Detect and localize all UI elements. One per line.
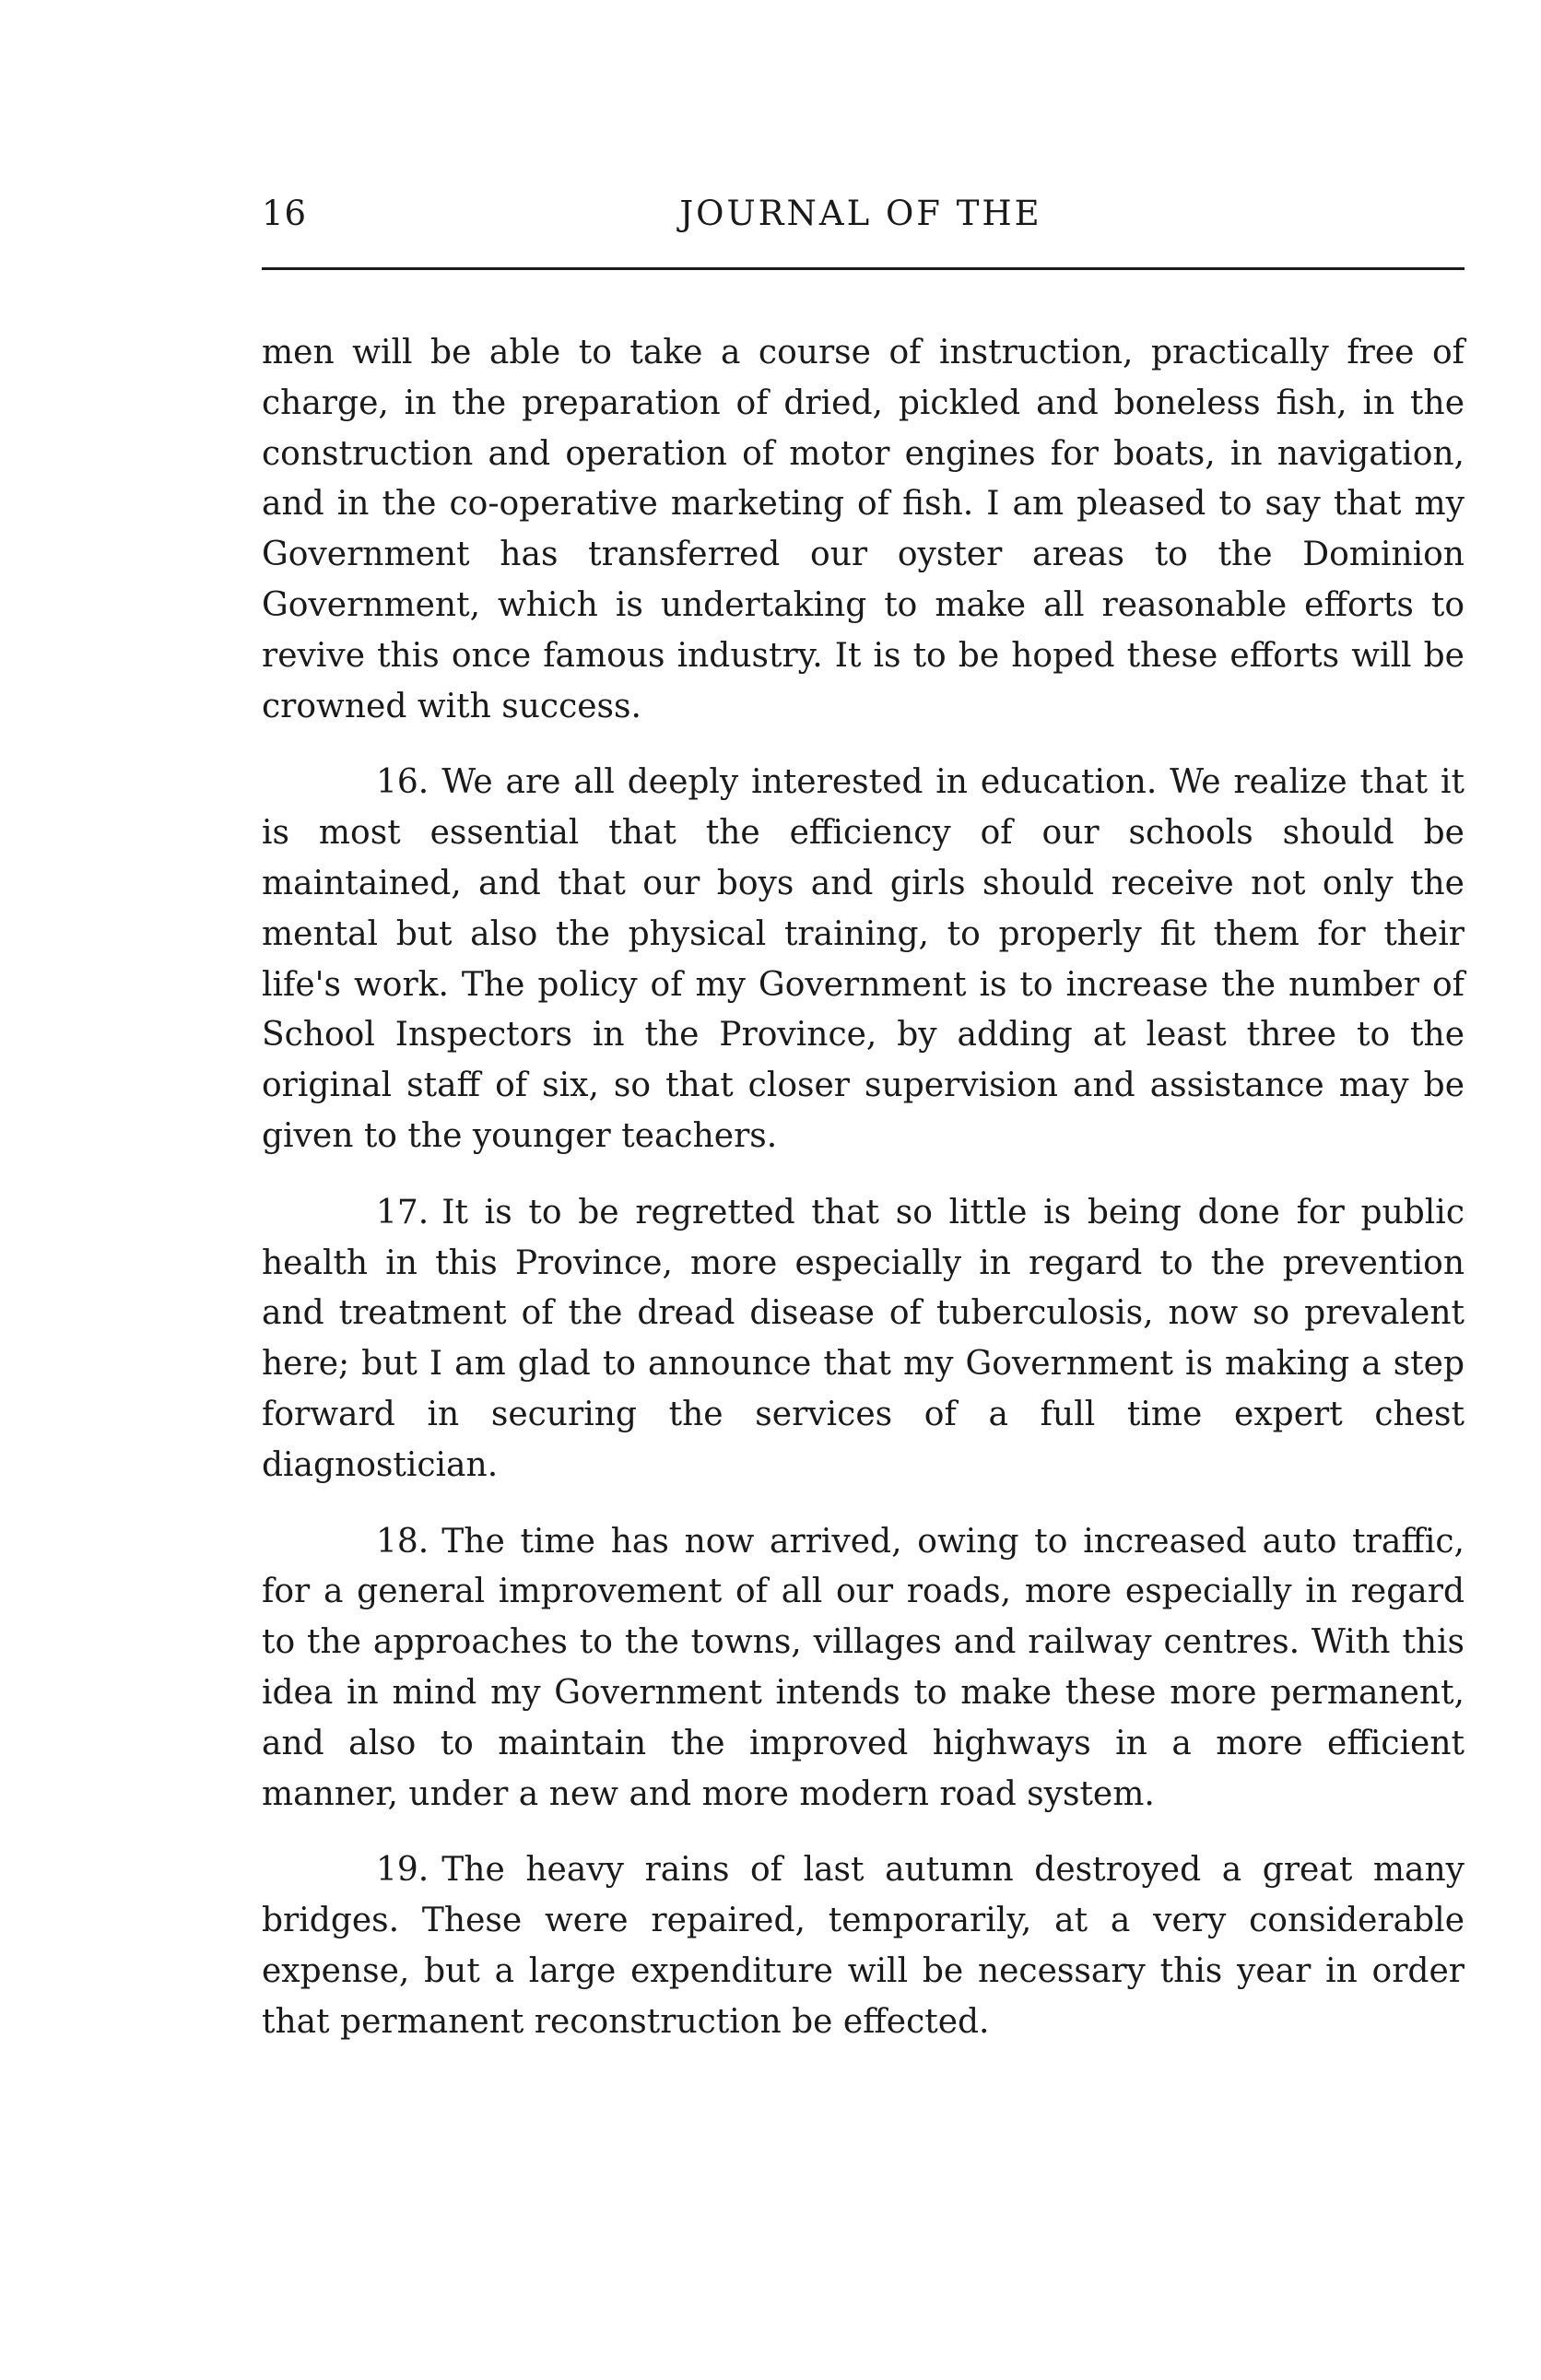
running-head <box>262 194 1460 249</box>
paragraph-16-education <box>262 758 1465 1161</box>
paragraph-text: It is to be regretted that so little is being done for public health in this Province, more especially in regard to the prevention and treatment of the dread disease of tuberculosis, now so prevalent here; but I am glad to announce that my Government is making a step forward in securing the services of a full time expert chest diagnostician. <box>262 1193 1465 1484</box>
running-title: JOURNAL OF THE <box>679 194 1042 233</box>
header-rule <box>262 267 1465 270</box>
paragraph-19-bridges <box>262 1845 1465 2047</box>
paragraph-text: men will be able to take a course of instruction, practically free of charge, in the preparation of dried, pickled and boneless fish, in the construction and operation of motor engines for boats, in navigation, and in the co-operative marketing of fish. I am pleased to say that my Government has transferred our oyster areas to the Dominion Government, which is undertaking to make all reasonable efforts to revive this once famous industry. It is to be hoped these efforts will be crowned with success. <box>262 334 1465 725</box>
paragraph-number: 16. <box>376 763 429 802</box>
paragraph-18-roads <box>262 1517 1465 1820</box>
paragraph-text: The heavy rains of last autumn destroyed a great many bridges. These were repaired, temporarily, at a very considerable expense, but a large expenditure will be necessary this year in order that permanent reconstruction be effected. <box>262 1851 1465 2041</box>
paragraph-text: The time has now arrived, owing to increased auto traffic, for a general improvement of all our roads, more especially in regard to the approaches to the towns, villages and railway centres. With this idea in mind my Government intends to make these more permanent, and also to maintain the improved highways in a more efficient manner, under a new and more modern road system. <box>262 1522 1465 1813</box>
page-number: 16 <box>262 194 308 233</box>
body-text <box>262 328 1465 2048</box>
paragraph-number: 17. <box>376 1193 429 1231</box>
paragraph-17-public-health <box>262 1188 1465 1491</box>
paragraph-continued <box>262 328 1465 732</box>
paragraph-number: 19. <box>376 1851 429 1890</box>
paragraph-number: 18. <box>376 1522 429 1561</box>
paragraph-text: We are all deeply interested in education. We realize that it is most essential that the efficiency of our schools should be maintained, and that our boys and girls should receive not only the mental but also the physical training, to properly fit them for their life's work. The policy of my Government is to increase the number of School Inspectors in the Province, by adding at least three to the original staff of six, so that closer supervision and assistance may be given to the younger teachers. <box>262 763 1465 1155</box>
